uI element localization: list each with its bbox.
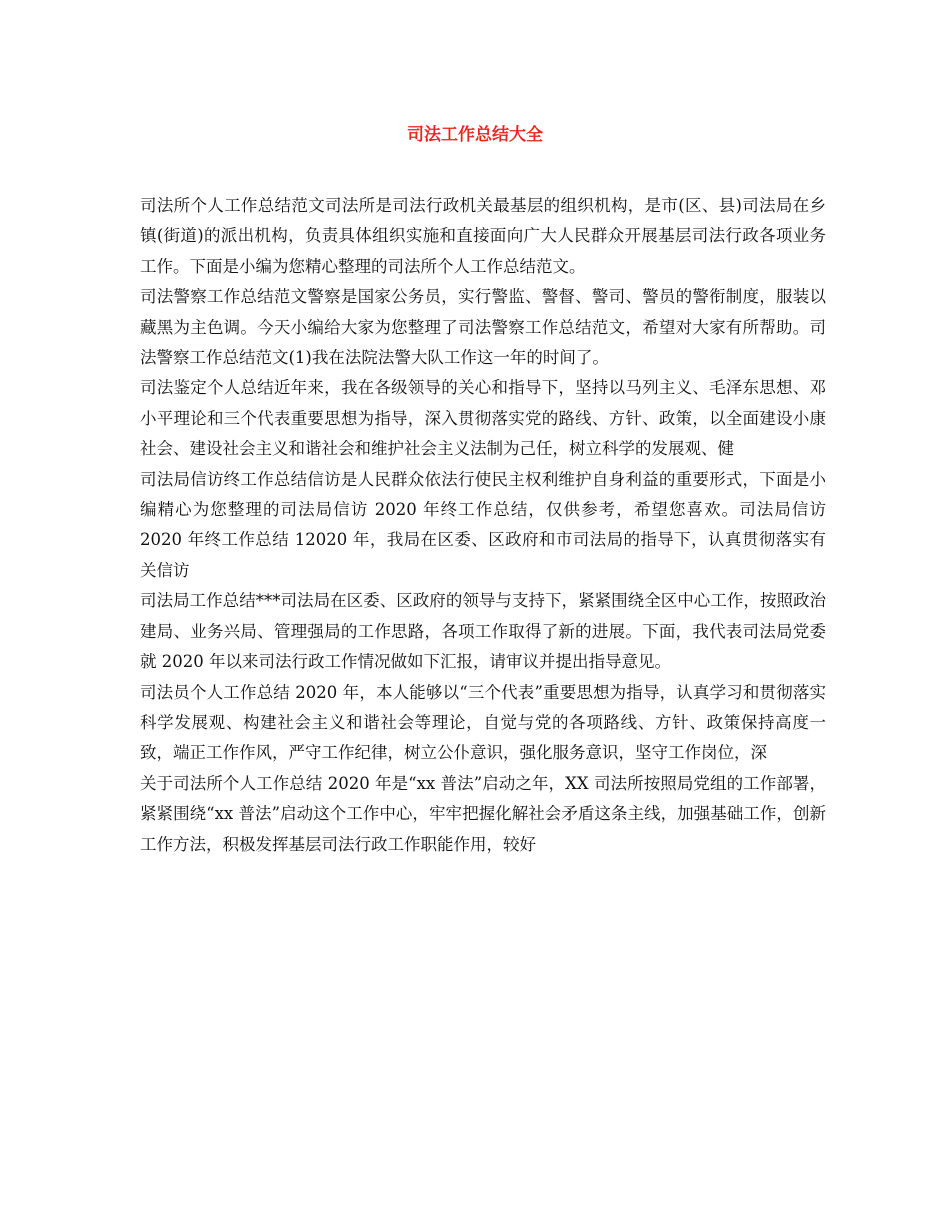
paragraph-2: 司法警察工作总结范文警察是国家公务员，实行警监、警督、警司、警员的警衔制度，服装以藏黑为主色调。今天小编给大家为您整理了司法警察工作总结范文，希望对大家有所帮助。司法警察工作总结范文(1)我在法院法警大队工作这一年的时间了。	[140, 287, 826, 368]
paragraph-1: 司法所个人工作总结范文司法所是司法行政机关最基层的组织机构，是市(区、县)司法局在乡镇(街道)的派出机构，负责具体组织实施和直接面向广大人民群众开展基层司法行政各项业务工作。下面是小编为您精心整理的司法所个人工作总结范文。	[140, 196, 826, 276]
paragraph-7: 关于司法所个人工作总结 2020 年是“xx 普法”启动之年，XX 司法所按照局党组的工作部署，紧紧围绕“xx 普法”启动这个工作中心，牢牢把握化解社会矛盾这条主线，加强基础工作，创新工作方法，积极发挥基层司法行政工作职能作用，较好	[140, 773, 826, 854]
document-body	[140, 191, 826, 860]
paragraph-6: 司法员个人工作总结 2020 年，本人能够以“三个代表”重要思想为指导，认真学习和贯彻落实科学发展观、构建社会主义和谐社会等理论，自觉与党的各项路线、方针、政策保持高度一致，端正工作作风，严守工作纪律，树立公仆意识，强化服务意识，坚守工作岗位，深	[140, 682, 826, 763]
paragraph-3: 司法鉴定个人总结近年来，我在各级领导的关心和指导下，坚持以马列主义、毛泽东思想、邓小平理论和三个代表重要思想为指导，深入贯彻落实党的路线、方针、政策，以全面建设小康社会、建设社会主义和谐社会和维护社会主义法制为己任，树立科学的发展观、健	[140, 378, 826, 459]
paragraph-4: 司法局信访终工作总结信访是人民群众依法行使民主权利维护自身利益的重要形式，下面是小编精心为您整理的司法局信访 2020 年终工作总结，仅供参考，希望您喜欢。司法局信访 2020 年终工作总结 12020 年，我局在区委、区政府和市司法局的指导下，认真贯彻落实有关信访	[140, 469, 826, 580]
paragraph-5: 司法局工作总结***司法局在区委、区政府的领导与支持下，紧紧围绕全区中心工作，按照政治建局、业务兴局、管理强局的工作思路，各项工作取得了新的进展。下面，我代表司法局党委就 2020 年以来司法行政工作情况做如下汇报，请审议并提出指导意见。	[140, 591, 826, 672]
document-title: 司法工作总结大全	[407, 125, 543, 145]
